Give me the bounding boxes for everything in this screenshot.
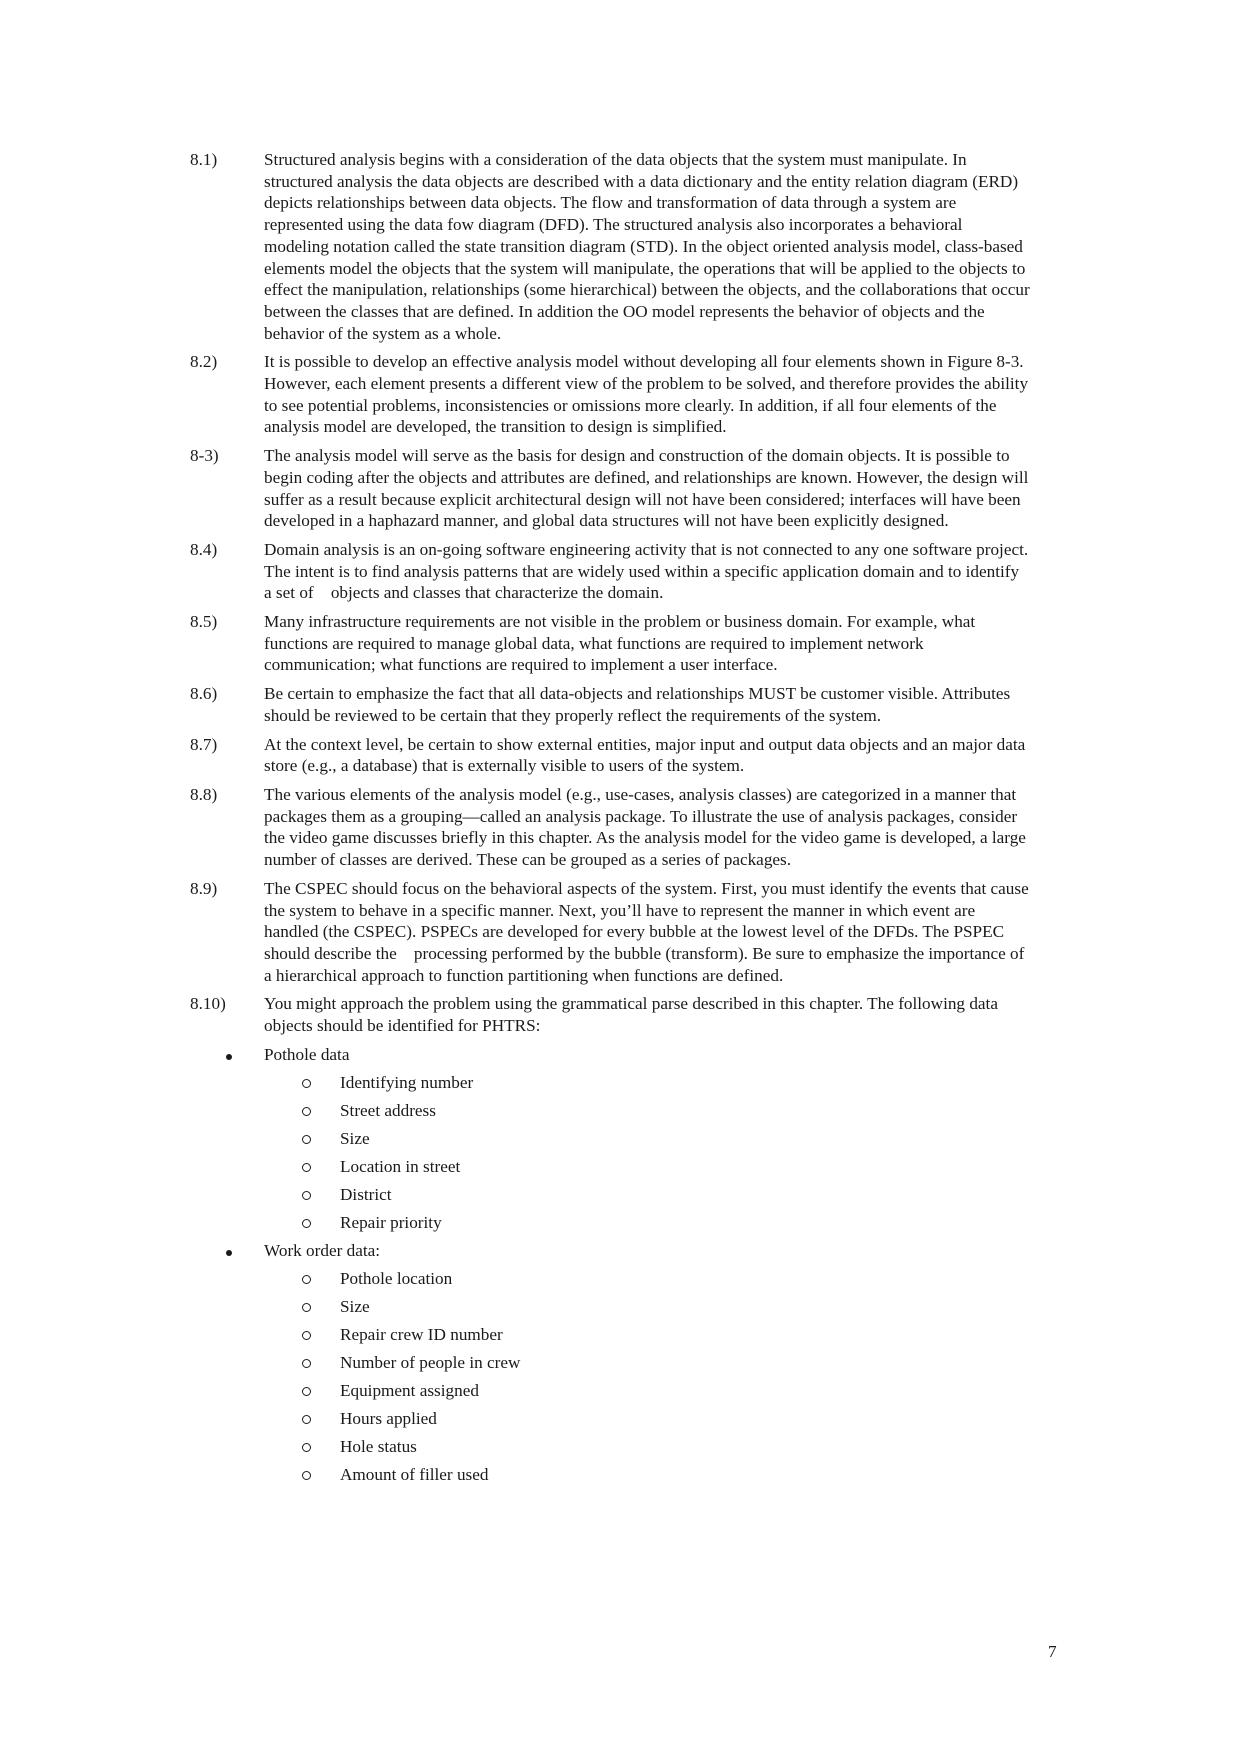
item-number: 8.2) [190,352,218,372]
bullet-label: Pothole data [264,1044,350,1064]
item-number: 8.4) [190,539,218,559]
answer-item [190,993,1030,1036]
sub-bullet-label: Street address [340,1100,436,1120]
answer-list [190,149,1034,1492]
sub-bullet-item [190,1352,1030,1380]
sub-bullet-item [190,1436,1030,1464]
sub-bullet-item [190,1128,1030,1156]
sub-bullet-item [190,1324,1030,1352]
answer-item [190,784,1030,871]
bullet-label: Work order data: [264,1240,381,1260]
sub-bullet-label: Pothole location [340,1268,453,1288]
hollow-circle-icon [302,1387,311,1396]
sub-bullet-label: Hole status [340,1436,417,1456]
sub-bullet-item [190,1184,1030,1212]
hollow-circle-icon [302,1415,311,1424]
item-number: 8.6) [190,684,218,704]
bullet-group-pothole [190,1044,1030,1240]
item-text: The CSPEC should focus on the behavioral aspects of the system. First, you must identify the events that cause the system to behave in a specific manner. Next, you’ll have to represent the manner in which event are handled (the CSPEC). PSPECs are developed for every bubble at the lowest level of the DFDs. The PSPEC should describe the processing performed by the bubble (transform). Be sure to emphasize the importance of a hierarchical approach to function partitioning when functions are defined. [264,878,1034,985]
bullet-item [190,1044,1030,1072]
sub-bullet-label: Repair crew ID number [340,1324,503,1344]
item-number: 8.8) [190,784,218,804]
sub-bullet-item [190,1156,1030,1184]
hollow-circle-icon [302,1331,311,1340]
sub-bullet-label: Size [340,1296,370,1316]
page-number: 7 [1048,1642,1057,1661]
answer-item [190,683,1030,726]
item-text: Be certain to emphasize the fact that all data-objects and relationships MUST be customer visible. Attributes should be reviewed to be certain that they properly reflect the requirements of the system. [264,684,1015,725]
item-text: Domain analysis is an on-going software engineering activity that is not connected to any one software project. The intent is to find analysis patterns that are widely used within a specific application domain and to identify a set of objects and classes that characterize the domain. [264,539,1033,603]
bullet-item [190,1240,1030,1268]
sub-bullet-label: District [340,1184,392,1204]
answer-item [190,149,1034,344]
sub-bullet-label: Size [340,1128,370,1148]
bullet-group-work-order [190,1240,1030,1492]
item-text: At the context level, be certain to show external entities, major input and output data objects and an major data store (e.g., a database) that is externally visible to users of the system. [264,734,1030,776]
sub-bullet-label: Location in street [340,1156,461,1176]
item-text: You might approach the problem using the grammatical parse described in this chapter. The following data objects should be identified for PHTRS: [264,994,1003,1036]
sub-bullet-label: Hours applied [340,1408,437,1428]
hollow-circle-icon [302,1359,311,1368]
sub-bullet-item [190,1268,1030,1296]
sub-bullet-label: Amount of filler used [340,1464,489,1484]
hollow-circle-icon [302,1219,311,1228]
hollow-circle-icon [302,1135,311,1144]
sub-bullet-item [190,1296,1030,1324]
sub-bullet-item [190,1380,1030,1408]
sub-bullet-label: Number of people in crew [340,1352,521,1372]
item-number: 8-3) [190,446,219,466]
sub-bullet-label: Equipment assigned [340,1380,479,1400]
answer-item [190,611,1030,676]
sub-bullet-item [190,1464,1030,1492]
item-text: Many infrastructure requirements are not visible in the problem or business domain. For example, what functions are required to manage global data, what functions are required to implement network communication; what functions are required to implement a user interface. [264,612,980,675]
item-text: The various elements of the analysis model (e.g., use-cases, analysis classes) are categorized in a manner that packages them as a grouping—called an analysis package. To illustrate the use of analysis packages, consider the video game discusses briefly in this chapter. As the analysis model for the video game is developed, a large number of classes are derived. These can be grouped as a series of packages. [264,784,1031,870]
bullet-dot-icon [226,1054,232,1060]
answer-item [190,539,1033,604]
hollow-circle-icon [302,1471,311,1480]
sub-bullet-item [190,1072,1030,1100]
hollow-circle-icon [302,1443,311,1452]
hollow-circle-icon [302,1079,311,1088]
item-number: 8.7) [190,734,218,754]
sub-bullet-item [190,1100,1030,1128]
item-number: 8.1) [190,150,218,169]
answer-item [190,734,1030,777]
answer-item [190,351,1033,438]
sub-bullet-item [190,1408,1030,1436]
hollow-circle-icon [302,1275,311,1284]
answer-item [190,878,1034,987]
bullet-dot-icon [226,1250,232,1256]
hollow-circle-icon [302,1303,311,1312]
answer-item [190,445,1033,532]
sub-bullet-label: Repair priority [340,1212,442,1232]
item-number: 8.5) [190,612,218,632]
item-number: 8.9) [190,878,218,898]
data-object-list [190,1044,1030,1492]
item-text: Structured analysis begins with a consideration of the data objects that the system must manipulate. In structured analysis the data objects are described with a data dictionary and the entity relation diagram (ERD) depicts relationships between data objects. The flow and transformation of data through a system are represented using the data fow diagram (DFD). The structured analysis also incorporates a behavioral modeling notation called the state transition diagram (STD). In the object oriented analysis model, class-based elements model the objects that the system will manipulate, the operations that will be applied to the objects to effect the manipulation, relationships (some hierarchical) between the objects, and the collaborations that occur between the classes that are defined. In addition the OO model represents the behavior of objects and the behavior of the system as a whole. [264,150,1034,343]
hollow-circle-icon [302,1107,311,1116]
hollow-circle-icon [302,1163,311,1172]
item-text: It is possible to develop an effective analysis model without developing all four elements shown in Figure 8-3. However, each element presents a different view of the problem to be solved, and therefore provides the ability to see potential problems, inconsistencies or omissions more clearly. In addition, if all four elements of the analysis model are developed, the transition to design is simplified. [264,352,1033,437]
hollow-circle-icon [302,1191,311,1200]
item-text: The analysis model will serve as the basis for design and construction of the domain objects. It is possible to begin coding after the objects and attributes are defined, and relationships are known. However, the design will suffer as a result because explicit architectural design will not have been considered; interfaces will have been developed in a haphazard manner, and global data structures will not have been explicitly designed. [264,446,1033,531]
sub-bullet-label: Identifying number [340,1072,474,1092]
item-number: 8.10) [190,994,226,1014]
sub-bullet-item [190,1212,1030,1240]
